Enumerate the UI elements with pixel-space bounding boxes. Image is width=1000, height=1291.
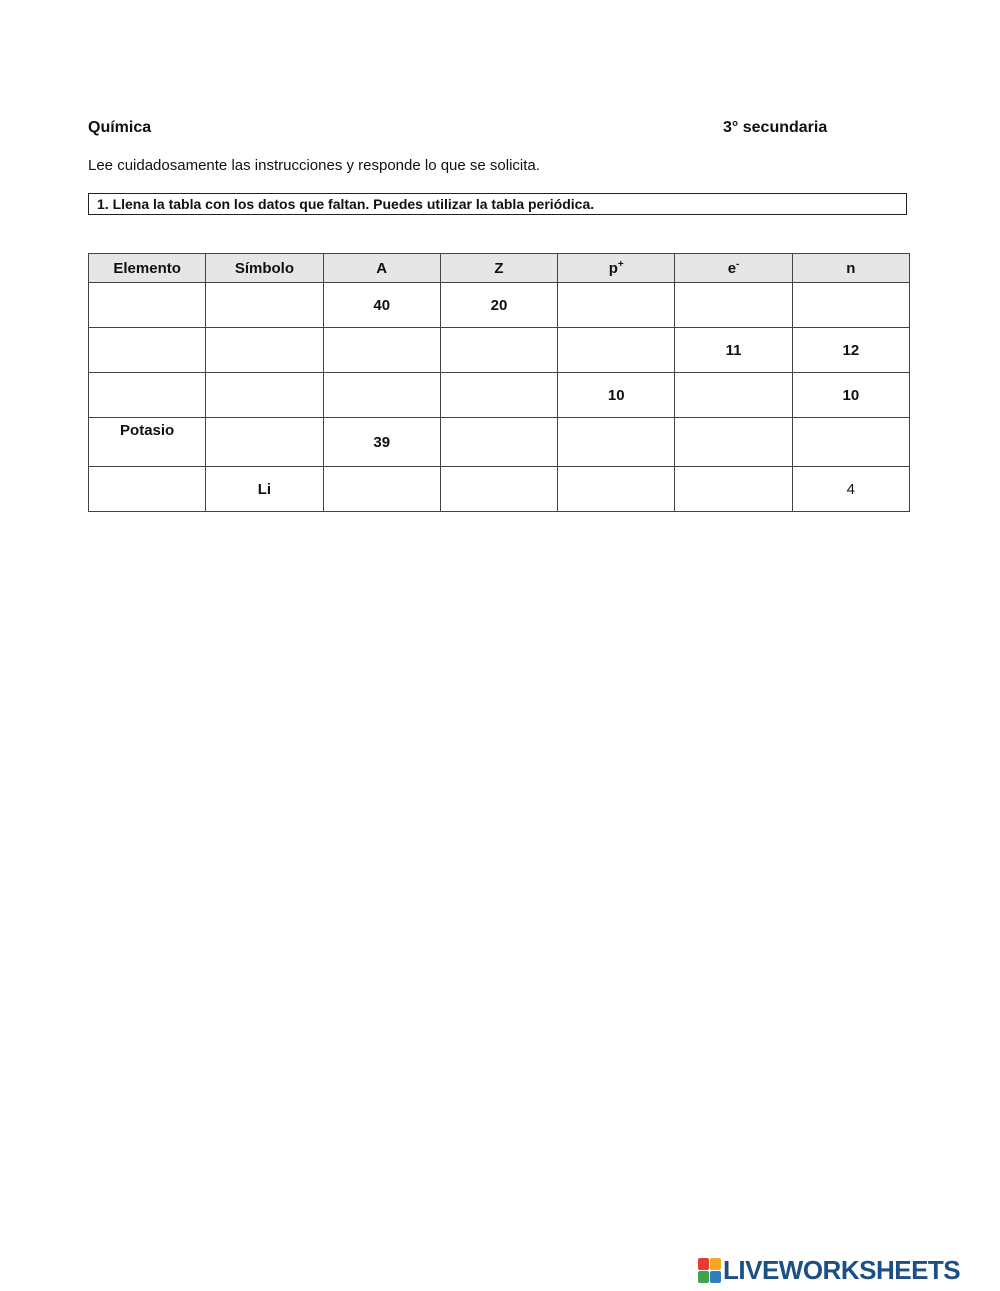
answer-cell[interactable] xyxy=(675,283,792,328)
given-cell: 12 xyxy=(792,328,909,373)
table-row xyxy=(89,373,910,418)
answer-cell[interactable] xyxy=(89,467,206,512)
task-instruction-box: 1. Llena la tabla con los datos que faltan. Puedes utilizar la tabla periódica. xyxy=(88,193,907,215)
answer-cell[interactable] xyxy=(558,467,675,512)
column-header-neutrons: n xyxy=(792,254,909,283)
answer-cell[interactable] xyxy=(675,373,792,418)
column-header-protons: p+ xyxy=(558,254,675,283)
instructions-text: Lee cuidadosamente las instrucciones y responde lo que se solicita. xyxy=(88,157,540,174)
table-row xyxy=(89,328,910,373)
answer-cell[interactable] xyxy=(675,418,792,467)
answer-cell[interactable] xyxy=(558,283,675,328)
table-row xyxy=(89,418,910,467)
table-row xyxy=(89,467,910,512)
given-cell: 39 xyxy=(323,418,440,467)
given-cell: 10 xyxy=(558,373,675,418)
answer-cell[interactable] xyxy=(323,467,440,512)
liveworksheets-logo-icon xyxy=(698,1258,720,1282)
answer-cell[interactable] xyxy=(440,373,557,418)
answer-cell[interactable] xyxy=(323,373,440,418)
answer-cell[interactable] xyxy=(206,328,323,373)
answer-cell[interactable] xyxy=(440,418,557,467)
table-header-row xyxy=(89,254,910,283)
answer-cell[interactable] xyxy=(206,418,323,467)
grade-level: 3° secundaria xyxy=(723,119,828,136)
answer-cell[interactable] xyxy=(89,328,206,373)
given-cell: 10 xyxy=(792,373,909,418)
column-header-elemento: Elemento xyxy=(89,254,206,283)
answer-cell[interactable] xyxy=(558,418,675,467)
given-cell: 4 xyxy=(792,467,909,512)
answer-cell[interactable] xyxy=(206,283,323,328)
given-cell: 11 xyxy=(675,328,792,373)
given-cell: Li xyxy=(206,467,323,512)
column-header-simbolo: Símbolo xyxy=(206,254,323,283)
column-header-a: A xyxy=(323,254,440,283)
answer-cell[interactable] xyxy=(792,283,909,328)
given-cell: 40 xyxy=(323,283,440,328)
answer-cell[interactable] xyxy=(558,328,675,373)
answer-cell[interactable] xyxy=(440,467,557,512)
table-row xyxy=(89,283,910,328)
liveworksheets-logo xyxy=(698,1256,960,1284)
logo-text: LIVEWORKSHEETS xyxy=(723,1254,961,1285)
column-header-z: Z xyxy=(440,254,557,283)
elements-table xyxy=(88,253,910,512)
answer-cell[interactable] xyxy=(675,467,792,512)
answer-cell[interactable] xyxy=(323,328,440,373)
subject-title: Química xyxy=(88,119,152,136)
answer-cell[interactable] xyxy=(89,283,206,328)
answer-cell[interactable] xyxy=(206,373,323,418)
answer-cell[interactable] xyxy=(792,418,909,467)
answer-cell[interactable] xyxy=(89,373,206,418)
column-header-electrons: e- xyxy=(675,254,792,283)
given-cell: 20 xyxy=(440,283,557,328)
given-cell: Potasio xyxy=(89,418,206,467)
answer-cell[interactable] xyxy=(440,328,557,373)
